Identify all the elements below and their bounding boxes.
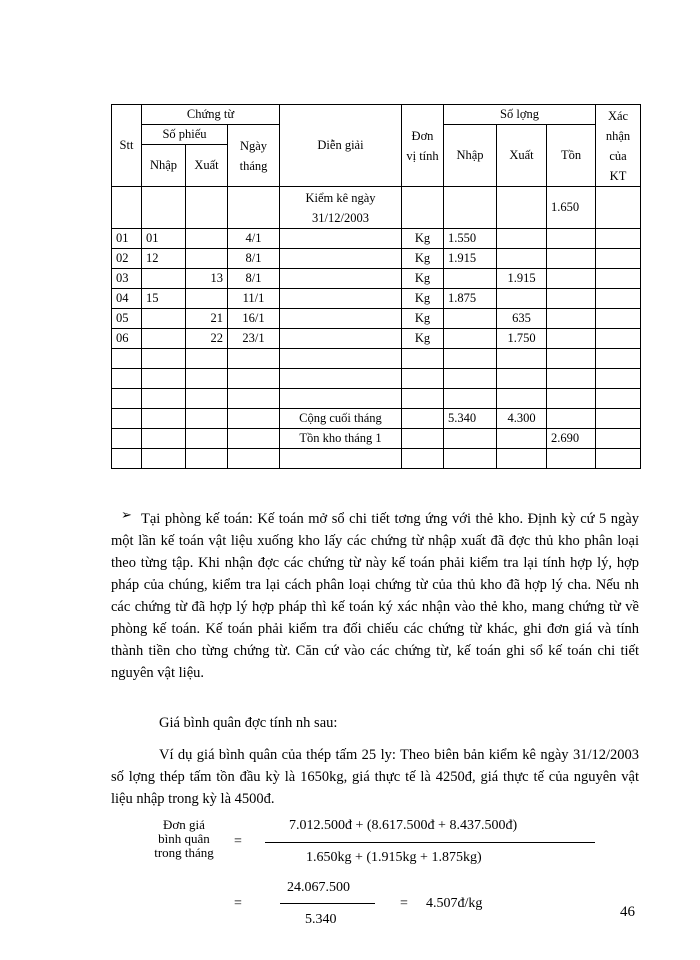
header-chung-tu: Chứng từ bbox=[142, 105, 280, 125]
total-label: Cộng cuối tháng bbox=[280, 409, 402, 429]
header-stt: Stt bbox=[112, 105, 142, 187]
cell-sl-xuat: 1.750 bbox=[497, 329, 547, 349]
formula-fraction-line-2 bbox=[280, 903, 375, 904]
cell-dvt: Kg bbox=[402, 309, 444, 329]
closing-ton: 2.690 bbox=[547, 429, 596, 449]
cell-so-nhap bbox=[142, 329, 186, 349]
table-row bbox=[112, 289, 641, 309]
closing-label: Tồn kho tháng 1 bbox=[280, 429, 402, 449]
paragraph-accounting-dept: Tại phòng kế toán: Kế toán mở sổ chi tiết tơng ứng với thẻ kho. Định kỳ cứ 5 ngày một lần kế toán vật liệu xuống kho lấy các chứng từ nhập xuất đã đợc thủ kho phân loại theo từng tập. Khi nhận đợc các chứng từ này kế toán phải kiểm tra lại tính hợp lý, hợp pháp của chúng, kiểm tra lại cách phân loại chứng từ của thủ kho đã hợp lý cha. Nếu nh các chứng từ đã hợp lý hợp pháp thì kế toán ký xác nhận vào thẻ kho, mang chứng từ về phòng kế toán. Kế toán phải kiểm tra đối chiếu các chứng từ khác, ghi đơn giá và tính thành tiền cho từng chứng từ. Căn cứ vào các chứng từ, kế toán ghi sổ kế toán chi tiết nguyên vật liệu. bbox=[111, 511, 639, 681]
cell-stt: 01 bbox=[112, 229, 142, 249]
cell-sl-xuat: 1.915 bbox=[497, 269, 547, 289]
table-row-opening bbox=[112, 187, 641, 229]
header-so-phieu: Số phiếu bbox=[142, 125, 228, 145]
formula-label-line3: trong tháng bbox=[154, 845, 214, 860]
formula-label bbox=[139, 818, 229, 860]
table-row-total bbox=[112, 409, 641, 429]
table-row-empty bbox=[112, 349, 641, 369]
header-sl-xuat: Xuất bbox=[497, 125, 547, 187]
cell-ton bbox=[547, 249, 596, 269]
cell-sl-nhap: 1.875 bbox=[444, 289, 497, 309]
paragraph-example: Ví dụ giá bình quân của thép tấm 25 ly: Theo biên bản kiểm kê ngày 31/12/2003 số lợng thép tấm tồn đầu kỳ là 1650kg, giá thực tế là 4250đ, giá thực tế của nguyên vật liệu nhập trong kỳ là 4500đ. bbox=[111, 747, 639, 807]
cell-so-xuat: 13 bbox=[186, 269, 228, 289]
formula-numerator: 7.012.500đ + (8.617.500đ + 8.437.500đ) bbox=[289, 818, 518, 833]
paragraph-average-price-intro: Giá bình quân đợc tính nh sau: bbox=[159, 715, 338, 731]
cell-ngay: 4/1 bbox=[228, 229, 280, 249]
table-row-empty bbox=[112, 369, 641, 389]
formula-label-line2: bình quân bbox=[158, 831, 210, 846]
cell-dvt: Kg bbox=[402, 229, 444, 249]
formula-equals-3: = bbox=[400, 896, 408, 911]
table-row-closing bbox=[112, 429, 641, 449]
formula-equals-1: = bbox=[234, 834, 242, 849]
table-row bbox=[112, 229, 641, 249]
cell-ngay: 16/1 bbox=[228, 309, 280, 329]
cell-ton bbox=[547, 329, 596, 349]
cell-so-xuat: 21 bbox=[186, 309, 228, 329]
cell-sl-xuat: 635 bbox=[497, 309, 547, 329]
cell-ton bbox=[547, 309, 596, 329]
cell-stt: 03 bbox=[112, 269, 142, 289]
total-xuat: 4.300 bbox=[497, 409, 547, 429]
cell-ngay: 11/1 bbox=[228, 289, 280, 309]
cell-sl-nhap bbox=[444, 269, 497, 289]
cell-so-xuat bbox=[186, 289, 228, 309]
cell-stt: 02 bbox=[112, 249, 142, 269]
formula-equals-2: = bbox=[234, 896, 242, 911]
table-row-empty bbox=[112, 389, 641, 409]
opening-ton: 1.650 bbox=[547, 187, 596, 229]
cell-ton bbox=[547, 289, 596, 309]
table-row-empty bbox=[112, 449, 641, 469]
cell-sl-nhap: 1.915 bbox=[444, 249, 497, 269]
table-row bbox=[112, 329, 641, 349]
formula-result: 4.507đ/kg bbox=[426, 896, 483, 911]
table-row bbox=[112, 249, 641, 269]
formula-denominator-2: 5.340 bbox=[305, 912, 337, 927]
cell-dvt: Kg bbox=[402, 249, 444, 269]
formula-fraction-line-1 bbox=[265, 842, 595, 843]
cell-stt: 04 bbox=[112, 289, 142, 309]
cell-dvt: Kg bbox=[402, 289, 444, 309]
header-phieu-xuat: Xuất bbox=[186, 145, 228, 187]
cell-sl-xuat bbox=[497, 249, 547, 269]
cell-dvt: Kg bbox=[402, 269, 444, 289]
page-number: 46 bbox=[620, 904, 635, 920]
bullet-arrow-icon: ➢ bbox=[121, 507, 132, 522]
cell-ngay: 8/1 bbox=[228, 249, 280, 269]
formula-denominator: 1.650kg + (1.915kg + 1.875kg) bbox=[306, 850, 482, 865]
cell-so-nhap: 15 bbox=[142, 289, 186, 309]
cell-sl-nhap bbox=[444, 329, 497, 349]
cell-so-xuat: 22 bbox=[186, 329, 228, 349]
cell-sl-xuat bbox=[497, 229, 547, 249]
header-so-luong: Số lợng bbox=[444, 105, 596, 125]
cell-so-xuat bbox=[186, 229, 228, 249]
cell-sl-nhap bbox=[444, 309, 497, 329]
formula-numerator-2: 24.067.500 bbox=[287, 880, 350, 895]
cell-so-xuat bbox=[186, 249, 228, 269]
cell-sl-nhap: 1.550 bbox=[444, 229, 497, 249]
table-row bbox=[112, 269, 641, 289]
total-nhap: 5.340 bbox=[444, 409, 497, 429]
cell-dvt: Kg bbox=[402, 329, 444, 349]
header-sl-nhap: Nhập bbox=[444, 125, 497, 187]
header-ton: Tồn bbox=[547, 125, 596, 187]
cell-stt: 06 bbox=[112, 329, 142, 349]
opening-dien-giai: Kiểm kê ngày 31/12/2003 bbox=[280, 187, 402, 229]
cell-sl-xuat bbox=[497, 289, 547, 309]
table-row bbox=[112, 309, 641, 329]
cell-so-nhap bbox=[142, 269, 186, 289]
stock-card-table bbox=[111, 104, 641, 469]
cell-so-nhap bbox=[142, 309, 186, 329]
header-dien-giai: Diễn giải bbox=[280, 105, 402, 187]
cell-ton bbox=[547, 269, 596, 289]
header-ngay-thang: Ngày tháng bbox=[228, 125, 280, 187]
formula-label-line1: Đơn giá bbox=[163, 817, 205, 832]
cell-so-nhap: 12 bbox=[142, 249, 186, 269]
header-don-vi-tinh: Đơn vị tính bbox=[402, 105, 444, 187]
cell-ton bbox=[547, 229, 596, 249]
cell-so-nhap: 01 bbox=[142, 229, 186, 249]
header-xac-nhan: Xác nhận của KT bbox=[596, 105, 641, 187]
cell-ngay: 23/1 bbox=[228, 329, 280, 349]
header-phieu-nhap: Nhập bbox=[142, 145, 186, 187]
cell-ngay: 8/1 bbox=[228, 269, 280, 289]
cell-stt: 05 bbox=[112, 309, 142, 329]
